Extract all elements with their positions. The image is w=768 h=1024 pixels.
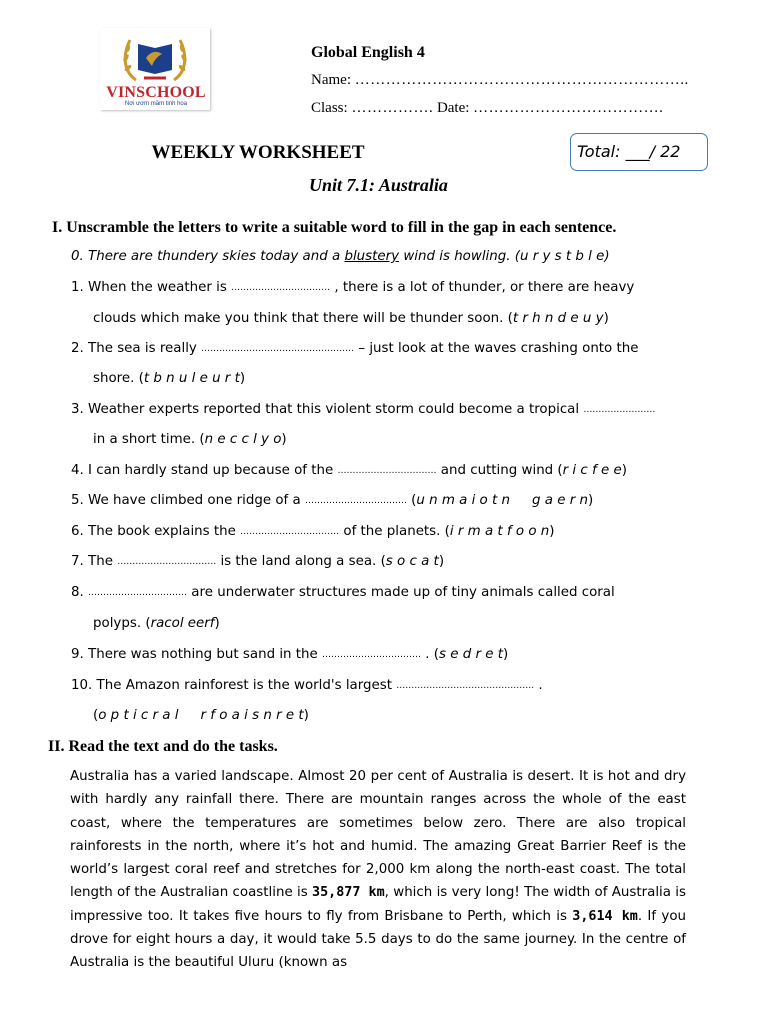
coastline-length: 35,877 km — [312, 885, 385, 901]
logo-wordmark: VINSCHOOL — [106, 84, 206, 101]
class-date-field[interactable] — [311, 100, 663, 117]
name-label: Name: — [311, 72, 351, 88]
question-4: 4. I can hardly stand up because of the …………………………… and cutting wind (r i c f e e) — [71, 463, 627, 478]
width-distance: 3,614 km — [572, 908, 638, 924]
answer-blank-3[interactable]: …………………… — [583, 405, 656, 415]
date-label: Date: — [436, 100, 470, 116]
class-label: Class: — [311, 100, 348, 116]
answer-blank-2[interactable]: …………………………………………… — [201, 344, 355, 354]
question-0-example: 0. There are thundery skies today and a blustery wind is howling. (u r y s t b l e) — [71, 249, 610, 264]
section-1-heading: I. Unscramble the letters to write a suitable word to fill in the gap in each sentence. — [52, 219, 617, 236]
total-score-box — [570, 133, 708, 171]
logo-tagline: Nơi ươm mầm tinh hoa — [124, 101, 188, 107]
answer-blank-7[interactable]: …………………………… — [117, 557, 217, 567]
question-3: 3. Weather experts reported that this violent storm could become a tropical …………………… — [71, 402, 656, 417]
question-2: 2. The sea is really …………………………………………… – just look at the waves crashing onto the — [71, 341, 639, 356]
name-field[interactable] — [311, 72, 689, 89]
question-1-line-2: clouds which make you think that there will be thunder soon. (t r h n d e u y) — [93, 311, 609, 326]
question-1: 1. When the weather is …………………………… , there is a lot of thunder, or there are heavy — [71, 280, 635, 295]
class-blank[interactable]: ……………. — [351, 100, 434, 116]
answer-blank-4[interactable]: …………………………… — [337, 466, 437, 476]
name-blank[interactable]: ……………………………………………………….. — [354, 72, 689, 88]
answer-blank-10[interactable]: ………………………………………. — [396, 681, 535, 691]
question-9: 9. There was nothing but sand in the …………………………… . (s e d r e t) — [71, 647, 509, 662]
answer-blank-8[interactable]: …………………………… — [88, 588, 188, 598]
total-score-label: Total: ___/ 22 — [577, 142, 681, 161]
question-3-line-2: in a short time. (n e c c l y o) — [93, 432, 287, 447]
worksheet-title: WEEKLY WORKSHEET — [151, 142, 365, 163]
unit-title: Unit 7.1: Australia — [309, 175, 448, 195]
school-logo — [100, 28, 210, 110]
question-10-line-2: (o p t i c r a l r f o a i s n r e t) — [93, 708, 309, 723]
date-blank[interactable]: ………………………………. — [473, 100, 664, 116]
answer-blank-6[interactable]: …………………………… — [240, 527, 340, 537]
course-title: Global English 4 — [311, 44, 425, 61]
question-8: 8. …………………………… are underwater structures made up of tiny animals called coral — [71, 585, 615, 600]
book-crest-icon — [100, 28, 210, 88]
question-10: 10. The Amazon rainforest is the world's largest ………………………………………. . — [71, 678, 543, 693]
reading-passage: Australia has a varied landscape. Almost 20 per cent of Australia is desert. It is hot and dry with hardly any rainfall there. There are mountain ranges across the whole of the east coast, where the temperatures are sometimes below zero. There are also tropical rainforests in the north, where it’s hot and humid. The amazing Great Barrier Reef is the world’s largest coral reef and stretches for 2,000 km along the north-east coast. The total length of the Australian coastline is 35,877 km, which is very long! The width of Australia is impressive too. It takes five hours to fly from Brisbane to Perth, which is 3,614 km. If you drove for eight hours a day, it would take 5.5 days to do the same journey. In the centre of Australia is the beautiful Uluru (known as — [70, 769, 686, 971]
answer-blank-1[interactable]: …………………………… — [231, 283, 331, 293]
section-2-heading: II. Read the text and do the tasks. — [48, 738, 278, 755]
question-8-line-2: polyps. (racol eerf) — [93, 616, 220, 631]
answer-blank-5[interactable]: ……………………………. — [304, 496, 407, 506]
example-answer: blustery — [344, 249, 400, 264]
question-7: 7. The …………………………… is the land along a sea. (s o c a t) — [71, 554, 445, 569]
answer-blank-9[interactable]: …………………………… — [322, 650, 422, 660]
question-5: 5. We have climbed one ridge of a ……………………………. (u n m a i o t n g a e r n) — [71, 493, 594, 508]
question-2-line-2: shore. (t b n u l e u r t) — [93, 371, 246, 386]
question-6: 6. The book explains the …………………………… of the planets. (i r m a t f o o n) — [71, 524, 555, 539]
